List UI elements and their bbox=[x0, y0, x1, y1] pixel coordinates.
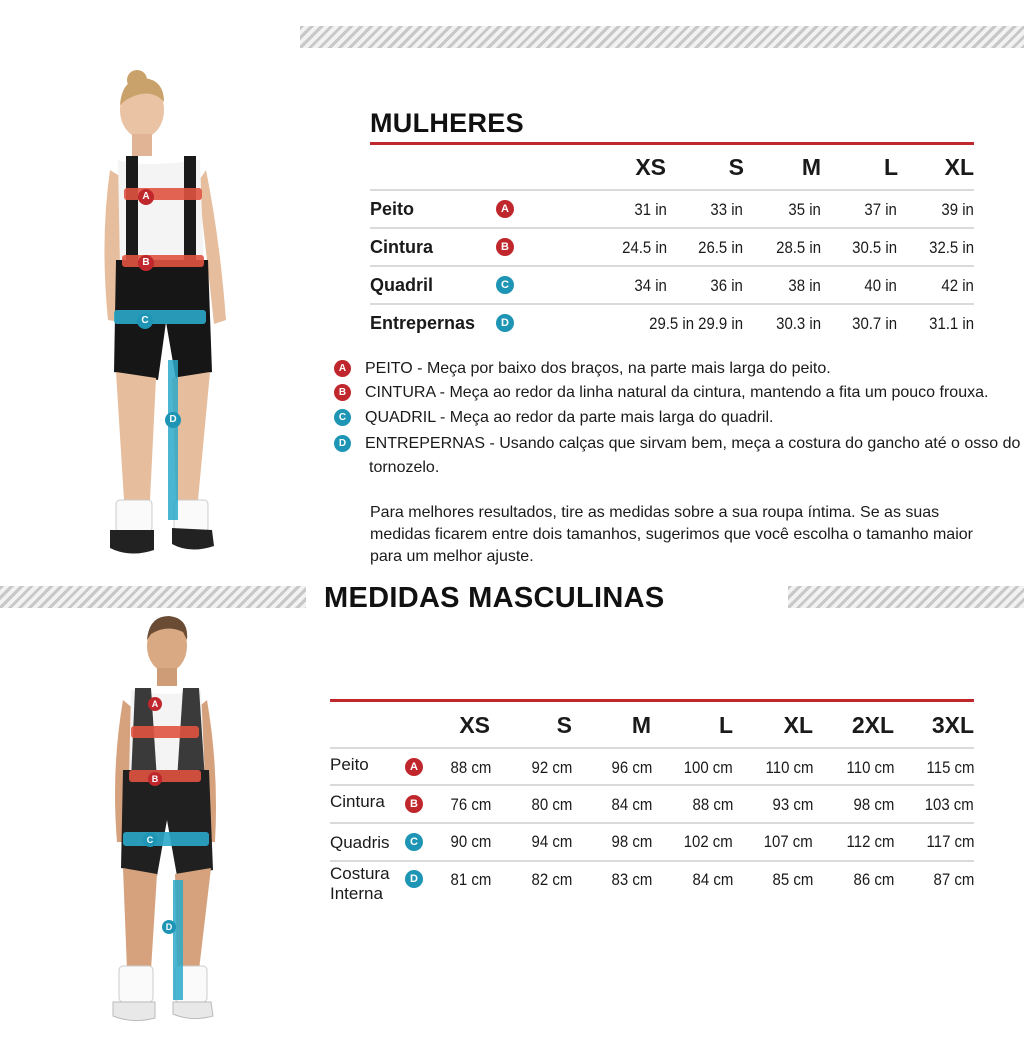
value-cell: 24.5 in bbox=[622, 238, 667, 257]
value-cell: 107 cm bbox=[763, 832, 813, 851]
value-cell: 76 cm bbox=[450, 795, 491, 814]
women-size-xl: XL bbox=[944, 154, 974, 180]
woman-marker-a: A bbox=[138, 189, 154, 205]
value-cell: 35 in bbox=[788, 200, 821, 219]
decorative-stripe-top bbox=[300, 26, 1024, 48]
value-cell: 94 cm bbox=[531, 832, 572, 851]
value-cell: 100 cm bbox=[683, 758, 733, 777]
badge-b-icon: B bbox=[405, 795, 423, 813]
badge-d-icon: D bbox=[405, 870, 423, 888]
men-size-l: L bbox=[718, 712, 733, 738]
value-cell: 103 cm bbox=[924, 795, 974, 814]
value-cell: 90 cm bbox=[450, 832, 491, 851]
value-cell: 98 cm bbox=[853, 795, 894, 814]
measurement-advice-paragraph: Para melhores resultados, tire as medidas sobre a sua roupa íntima. Se as suas medidas ficarem entre dois tamanhos, sugerimos que você escolha o tamanho maior para um melhor ajuste. bbox=[370, 504, 973, 565]
man-figure-illustration bbox=[95, 610, 235, 1040]
row-label: Quadril bbox=[370, 275, 434, 295]
value-cell: 32.5 in bbox=[929, 238, 974, 257]
note-cintura bbox=[334, 382, 988, 404]
note-quadril bbox=[334, 407, 773, 429]
value-cell: 88 cm bbox=[692, 795, 733, 814]
value-cell: 82 cm bbox=[531, 870, 572, 889]
row-label: Peito bbox=[370, 199, 415, 219]
value-cell: 30.3 in bbox=[776, 314, 821, 333]
value-cell: 83 cm bbox=[611, 870, 652, 889]
value-cell: 31.1 in bbox=[929, 314, 974, 333]
women-title-rule bbox=[370, 142, 974, 145]
men-size-m: M bbox=[631, 712, 651, 738]
value-cell: 96 cm bbox=[611, 758, 652, 777]
value-cell: 92 cm bbox=[531, 758, 572, 777]
value-cell: 29.5 in bbox=[649, 314, 694, 333]
decorative-stripe-right bbox=[788, 586, 1024, 608]
men-row-divider bbox=[330, 860, 974, 862]
men-row-divider bbox=[330, 822, 974, 824]
men-row-divider bbox=[330, 747, 974, 749]
women-size-m: M bbox=[801, 154, 821, 180]
row-label: Cintura bbox=[370, 237, 433, 257]
badge-a-icon: A bbox=[496, 200, 514, 218]
value-cell: 33 in bbox=[710, 200, 743, 219]
decorative-stripe-left bbox=[0, 586, 306, 608]
men-title-rule bbox=[330, 699, 974, 702]
value-cell: 102 cm bbox=[683, 832, 733, 851]
men-size-2xl: 2XL bbox=[851, 712, 894, 738]
badge-c-icon: C bbox=[405, 833, 423, 851]
note-entrepernas-cont: tornozelo. bbox=[369, 459, 440, 476]
badge-d-icon: D bbox=[496, 314, 514, 332]
value-cell: 88 cm bbox=[450, 758, 491, 777]
men-section-title: MEDIDAS MASCULINAS bbox=[324, 582, 665, 614]
woman-marker-c: C bbox=[137, 313, 153, 329]
value-cell: 80 cm bbox=[531, 795, 572, 814]
value-cell: 29.9 in bbox=[698, 314, 743, 333]
value-cell: 117 cm bbox=[926, 832, 974, 851]
women-size-s: S bbox=[728, 154, 744, 180]
badge-b-icon: B bbox=[334, 384, 351, 401]
badge-a-icon: A bbox=[334, 360, 351, 377]
badge-d-icon: D bbox=[334, 435, 351, 452]
value-cell: 30.7 in bbox=[852, 314, 897, 333]
woman-marker-b: B bbox=[138, 255, 154, 271]
value-cell: 28.5 in bbox=[776, 238, 821, 257]
value-cell: 26.5 in bbox=[698, 238, 743, 257]
value-cell: 36 in bbox=[710, 276, 743, 295]
women-row-divider bbox=[370, 227, 974, 229]
women-section-title: MULHERES bbox=[370, 108, 524, 138]
value-cell: 40 in bbox=[864, 276, 897, 295]
value-cell: 98 cm bbox=[611, 832, 652, 851]
row-label-line2: Interna bbox=[330, 884, 383, 903]
note-text: QUADRIL - Meça ao redor da parte mais larga do quadril. bbox=[365, 409, 774, 426]
men-size-s: S bbox=[556, 712, 572, 738]
value-cell: 110 cm bbox=[846, 758, 894, 777]
badge-b-icon: B bbox=[496, 238, 514, 256]
value-cell: 42 in bbox=[941, 276, 974, 295]
man-marker-d: D bbox=[162, 920, 176, 934]
women-size-l: L bbox=[883, 154, 898, 180]
note-text: ENTREPERNAS - Usando calças que sirvam bem, meça a costura do gancho até o osso do bbox=[365, 435, 1021, 452]
note-text: CINTURA - Meça ao redor da linha natural da cintura, mantendo a fita um pouco frouxa. bbox=[365, 384, 989, 401]
men-row-divider bbox=[330, 784, 974, 786]
badge-a-icon: A bbox=[405, 758, 423, 776]
women-row-divider bbox=[370, 265, 974, 267]
men-size-xs: XS bbox=[459, 712, 490, 738]
women-row-divider bbox=[370, 189, 974, 191]
value-cell: 85 cm bbox=[772, 870, 813, 889]
women-size-xs: XS bbox=[635, 154, 666, 180]
badge-c-icon: C bbox=[496, 276, 514, 294]
man-marker-c: C bbox=[143, 833, 157, 847]
row-label-line1: Costura bbox=[330, 864, 390, 883]
value-cell: 81 cm bbox=[450, 870, 491, 889]
value-cell: 30.5 in bbox=[852, 238, 897, 257]
man-marker-b: B bbox=[148, 772, 162, 786]
value-cell: 39 in bbox=[941, 200, 974, 219]
row-label: Entrepernas bbox=[370, 313, 476, 333]
value-cell: 93 cm bbox=[772, 795, 813, 814]
value-cell: 31 in bbox=[634, 200, 667, 219]
row-label: Cintura bbox=[330, 792, 385, 811]
value-cell: 112 cm bbox=[846, 832, 894, 851]
woman-marker-d: D bbox=[165, 412, 181, 428]
value-cell: 84 cm bbox=[611, 795, 652, 814]
badge-c-icon: C bbox=[334, 409, 351, 426]
value-cell: 38 in bbox=[788, 276, 821, 295]
note-text: PEITO - Meça por baixo dos braços, na parte mais larga do peito. bbox=[365, 360, 831, 377]
value-cell: 86 cm bbox=[853, 870, 894, 889]
woman-figure-illustration bbox=[80, 60, 260, 570]
row-label: Quadris bbox=[330, 833, 390, 852]
men-size-xl: XL bbox=[783, 712, 813, 738]
value-cell: 87 cm bbox=[933, 870, 974, 889]
value-cell: 110 cm bbox=[765, 758, 813, 777]
man-marker-a: A bbox=[148, 697, 162, 711]
value-cell: 84 cm bbox=[692, 870, 733, 889]
value-cell: 37 in bbox=[864, 200, 897, 219]
value-cell: 115 cm bbox=[926, 758, 974, 777]
row-label: Peito bbox=[330, 755, 369, 774]
men-size-3xl: 3XL bbox=[931, 712, 974, 738]
note-peito bbox=[334, 358, 831, 380]
note-entrepernas bbox=[334, 433, 1020, 455]
women-row-divider bbox=[370, 303, 974, 305]
value-cell: 34 in bbox=[634, 276, 667, 295]
